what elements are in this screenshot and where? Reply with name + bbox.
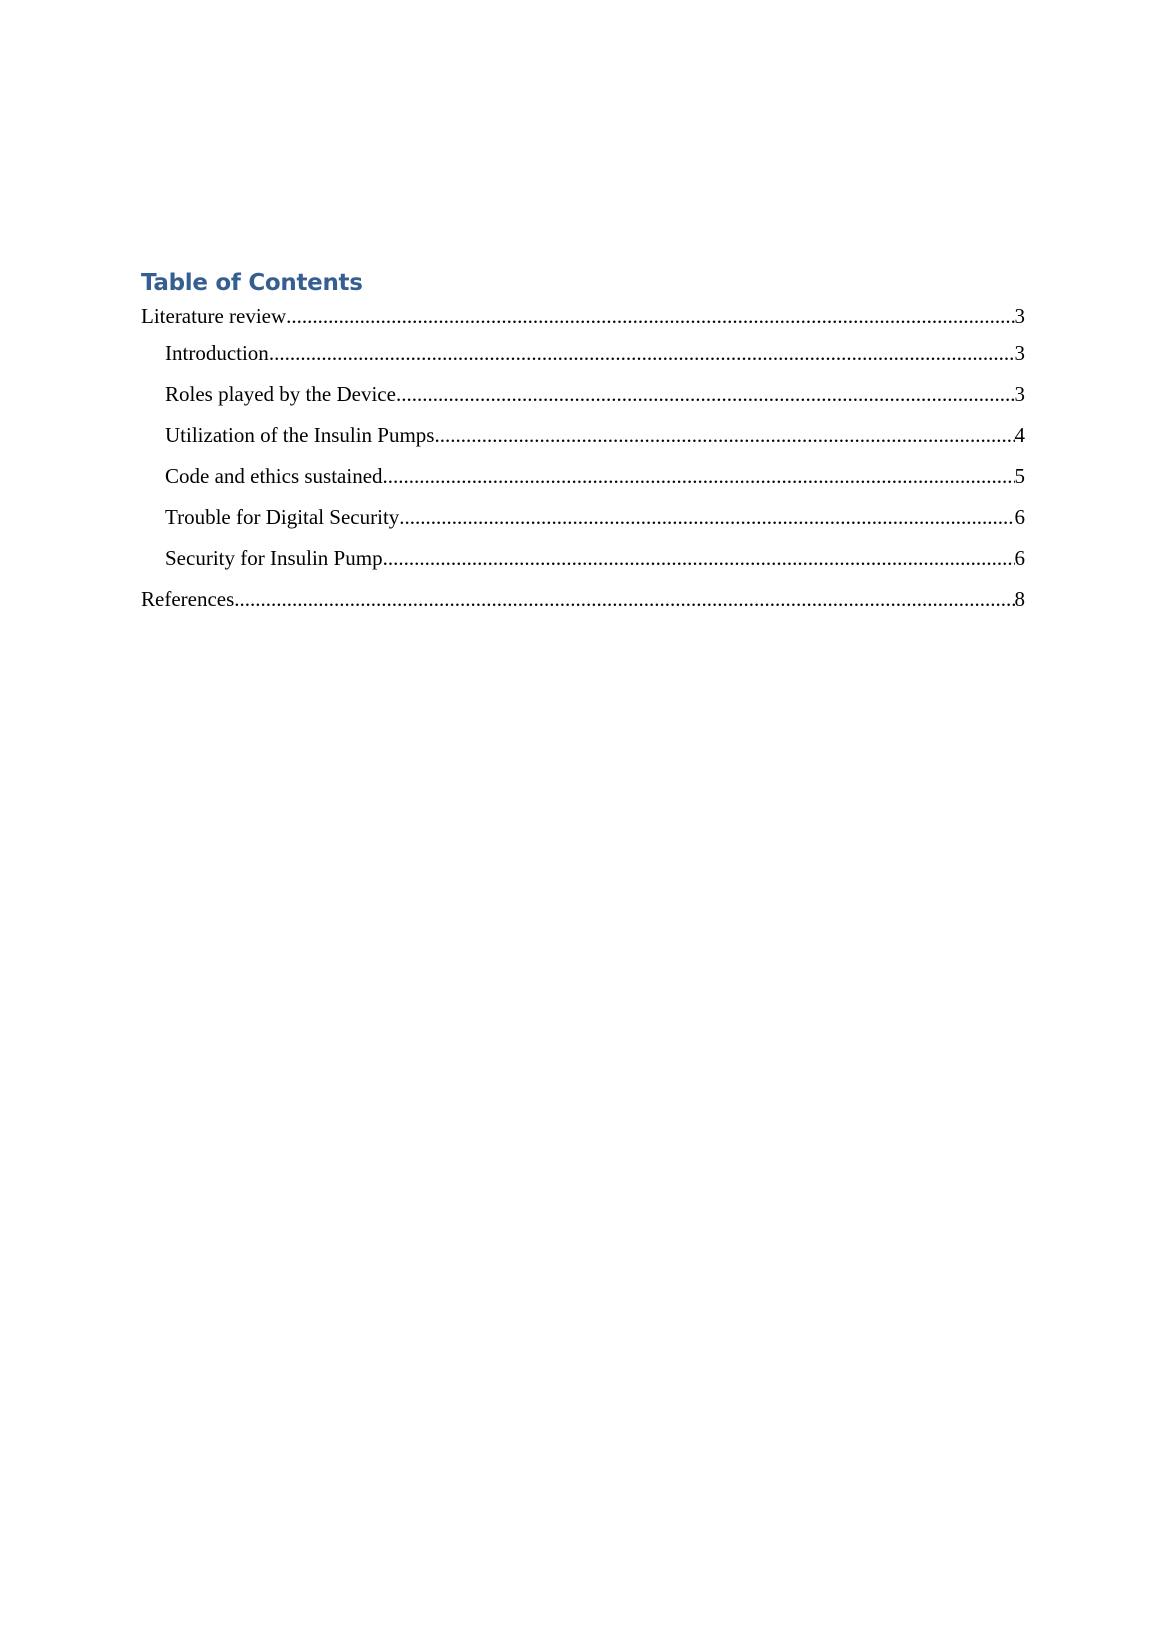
- toc-entry-page-number: 6: [1014, 546, 1025, 570]
- toc-entry-literature-review[interactable]: [141, 302, 1025, 339]
- toc-dot-leader: [383, 544, 1015, 572]
- toc-entry-label: Security for Insulin Pump: [165, 546, 383, 570]
- toc-entry-label: Literature review: [141, 304, 287, 328]
- toc-entry-label: Introduction: [165, 341, 269, 365]
- toc-entry-label: Roles played by the Device: [165, 382, 396, 406]
- toc-entry-page-number: 3: [1014, 341, 1025, 365]
- toc-entry-security-insulin-pump[interactable]: [141, 544, 1025, 585]
- toc-entry-label: Utilization of the Insulin Pumps: [165, 423, 435, 447]
- toc-dot-leader: [286, 302, 1014, 330]
- toc-entry-page-number: 3: [1014, 304, 1025, 328]
- toc-dot-leader: [399, 503, 1014, 531]
- toc-entry-trouble-digital-security[interactable]: [141, 503, 1025, 544]
- toc-entry-introduction[interactable]: [141, 339, 1025, 380]
- toc-entry-utilization[interactable]: [141, 421, 1025, 462]
- toc-entry-label: Code and ethics sustained: [165, 464, 383, 488]
- toc-dot-leader: [396, 380, 1015, 408]
- toc-entry-page-number: 6: [1014, 505, 1025, 529]
- toc-title: Table of Contents: [141, 270, 363, 296]
- toc-dot-leader: [269, 339, 1015, 367]
- toc-entry-code-and-ethics[interactable]: [141, 462, 1025, 503]
- toc-dot-leader: [234, 585, 1014, 613]
- toc-entry-label: References: [141, 587, 235, 611]
- table-of-contents: [141, 268, 1025, 626]
- toc-entry-page-number: 5: [1014, 464, 1025, 488]
- toc-entry-roles-played[interactable]: [141, 380, 1025, 421]
- toc-entry-page-number: 3: [1014, 382, 1025, 406]
- toc-entry-references[interactable]: [141, 585, 1025, 626]
- toc-list: [141, 302, 1025, 626]
- toc-entry-page-number: 4: [1014, 423, 1025, 447]
- toc-entry-page-number: 8: [1014, 587, 1025, 611]
- toc-entry-label: Trouble for Digital Security: [165, 505, 400, 529]
- toc-dot-leader: [383, 462, 1015, 490]
- toc-dot-leader: [434, 421, 1014, 449]
